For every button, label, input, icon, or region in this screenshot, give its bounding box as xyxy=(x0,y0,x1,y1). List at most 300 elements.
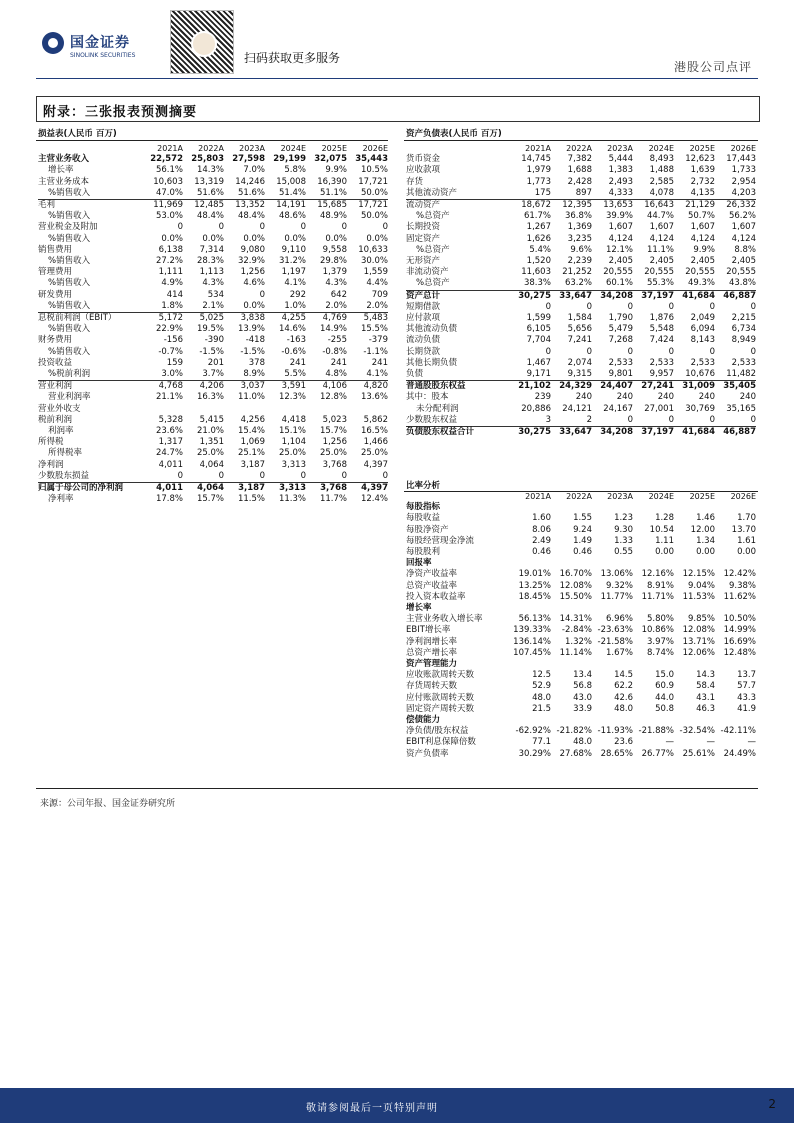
qr-caption: 扫码获取更多服务 xyxy=(244,51,341,65)
balance-top-rule xyxy=(404,140,758,141)
value-cell: 1,639 xyxy=(690,165,715,176)
section-title-bar xyxy=(36,96,760,122)
table-row xyxy=(38,426,388,437)
table-row xyxy=(406,245,756,256)
value-cell: 15.0 xyxy=(655,670,674,681)
value-cell: 2,533 xyxy=(690,357,715,368)
value-cell: 31,009 xyxy=(674,381,715,393)
value-cell: 1.23 xyxy=(614,513,633,524)
value-cell: 4.8% xyxy=(325,369,347,380)
value-cell: 0.00 xyxy=(655,547,674,558)
value-cell: 48.4% xyxy=(237,211,265,222)
balance-table xyxy=(406,143,756,438)
value-cell: 1,467 xyxy=(526,357,551,368)
row-label: 负债股东权益合计 xyxy=(406,427,510,439)
value-cell: 0 xyxy=(668,346,674,357)
value-cell: 0.0% xyxy=(284,233,306,244)
report-type: 港股公司点评 xyxy=(673,60,752,74)
row-label: 归属于母公司的净利润 xyxy=(38,483,142,495)
value-cell: 35,443 xyxy=(355,154,388,165)
row-label: 投资收益 xyxy=(38,357,73,368)
value-cell: 12.4% xyxy=(360,494,388,505)
table-row xyxy=(38,290,388,301)
value-cell xyxy=(265,404,306,415)
row-label: %总资产 xyxy=(416,278,450,289)
value-cell: 36.8% xyxy=(564,211,592,222)
qr-center-icon xyxy=(191,31,217,57)
value-cell: 1.60 xyxy=(532,513,551,524)
value-cell: 0 xyxy=(586,346,592,357)
value-cell: 6,094 xyxy=(690,324,715,335)
row-label: 应收账款周转天数 xyxy=(406,670,475,681)
value-cell: 3,037 xyxy=(224,381,265,393)
value-cell: 25.0% xyxy=(360,448,388,459)
table-header-row xyxy=(406,491,756,502)
value-cell xyxy=(510,603,551,614)
table-row xyxy=(406,154,756,165)
value-cell: 1,369 xyxy=(567,222,592,233)
value-cell: -42.11% xyxy=(720,726,756,737)
disclaimer-link[interactable]: 敬请参阅最后一页特别声明 xyxy=(306,1103,438,1114)
value-cell: 11.5% xyxy=(237,494,265,505)
value-cell: 1.34 xyxy=(696,535,715,546)
value-cell: 4,256 xyxy=(240,414,265,425)
value-cell: 2,239 xyxy=(567,256,592,267)
value-cell: 28.65% xyxy=(600,748,633,759)
value-cell: 43.3 xyxy=(737,692,756,703)
value-cell: 4,124 xyxy=(731,233,756,244)
value-cell: -32.54% xyxy=(679,726,715,737)
year-header: 2023A xyxy=(239,144,265,153)
table-row xyxy=(406,726,756,737)
value-cell: 18.45% xyxy=(518,591,551,602)
value-cell: 25.0% xyxy=(196,448,224,459)
year-header: 2024E xyxy=(280,144,306,153)
value-cell: 4,064 xyxy=(183,483,224,495)
table-row xyxy=(406,165,756,176)
value-cell: 1,584 xyxy=(567,313,592,324)
value-cell: 1,559 xyxy=(363,267,388,278)
value-cell: 48.0 xyxy=(573,737,592,748)
year-header: 2025E xyxy=(689,492,715,501)
value-cell: 13.25% xyxy=(518,580,551,591)
value-cell: 12,485 xyxy=(183,200,224,212)
table-row xyxy=(406,502,756,513)
logo-text-en: SINOLINK SECURITIES xyxy=(70,52,136,59)
value-cell xyxy=(510,502,551,513)
value-cell: 10,676 xyxy=(685,369,715,380)
value-cell xyxy=(674,659,715,670)
value-cell: -156 xyxy=(163,335,183,346)
value-cell: 642 xyxy=(330,289,347,300)
value-cell: 4,203 xyxy=(731,187,756,198)
value-cell: 17.8% xyxy=(155,494,183,505)
value-cell: -21.88% xyxy=(638,726,674,737)
value-cell: 24.7% xyxy=(155,448,183,459)
value-cell: 4.4% xyxy=(366,278,388,289)
year-header: 2021A xyxy=(525,492,551,501)
table-row xyxy=(38,234,388,245)
value-cell: 14.6% xyxy=(278,324,306,335)
value-cell: 2,405 xyxy=(731,256,756,267)
row-label: 少数股东权益 xyxy=(406,414,458,425)
value-cell: 15.5% xyxy=(360,324,388,335)
value-cell: 46,887 xyxy=(715,290,756,302)
table-row xyxy=(406,681,756,692)
table-row xyxy=(38,460,388,471)
value-cell: 15.4% xyxy=(237,426,265,437)
value-cell: 8.74% xyxy=(646,647,674,658)
table-row xyxy=(406,177,756,188)
value-cell: 48.0 xyxy=(532,692,551,703)
value-cell xyxy=(715,558,756,569)
row-label: %总资产 xyxy=(416,211,450,222)
value-cell: 0.00 xyxy=(696,547,715,558)
value-cell: 1,520 xyxy=(526,256,551,267)
table-row xyxy=(406,693,756,704)
table-row xyxy=(38,448,388,459)
value-cell: 28.3% xyxy=(196,256,224,267)
value-cell: 4,124 xyxy=(690,233,715,244)
value-cell: 0 xyxy=(341,470,347,481)
value-cell: 33,647 xyxy=(551,290,592,302)
value-cell: 0 xyxy=(341,222,347,233)
value-cell: 5,328 xyxy=(158,414,183,425)
value-cell: -2.84% xyxy=(561,625,592,636)
table-row xyxy=(406,715,756,726)
value-cell: 2,533 xyxy=(731,357,756,368)
value-cell: 1,069 xyxy=(240,437,265,448)
value-cell: 9.32% xyxy=(605,580,633,591)
value-cell: 5.4% xyxy=(529,244,551,255)
value-cell: 1.70 xyxy=(737,513,756,524)
value-cell: -1.5% xyxy=(199,346,224,357)
value-cell: 0.0% xyxy=(366,233,388,244)
value-cell: 39.9% xyxy=(605,211,633,222)
value-cell: 20,555 xyxy=(685,267,715,278)
table-row xyxy=(406,569,756,580)
value-cell: 5,025 xyxy=(183,313,224,325)
value-cell: 13,352 xyxy=(224,200,265,212)
value-cell: -390 xyxy=(204,335,224,346)
value-cell: -21.82% xyxy=(556,726,592,737)
year-header: 2026E xyxy=(362,144,388,153)
value-cell: 48.4% xyxy=(196,211,224,222)
income-top-rule xyxy=(36,140,388,141)
row-label: 其中：股本 xyxy=(406,392,449,403)
value-cell: 14,246 xyxy=(235,176,265,187)
value-cell: 16.5% xyxy=(360,426,388,437)
table-header-row xyxy=(38,143,388,154)
value-cell: 4.9% xyxy=(161,278,183,289)
value-cell: 0 xyxy=(300,470,306,481)
row-label: %销售收入 xyxy=(48,346,91,357)
value-cell: 9.38% xyxy=(728,580,756,591)
value-cell: 8.9% xyxy=(243,369,265,380)
table-row xyxy=(38,483,388,495)
value-cell: 3,313 xyxy=(281,459,306,470)
value-cell: 63.2% xyxy=(564,278,592,289)
value-cell: -0.8% xyxy=(322,346,347,357)
value-cell: 27,241 xyxy=(633,381,674,393)
value-cell: 3,187 xyxy=(240,459,265,470)
value-cell: 240 xyxy=(575,392,592,403)
row-label: %销售收入 xyxy=(48,300,91,311)
table-row xyxy=(406,188,756,200)
table-row xyxy=(406,648,756,659)
value-cell: 11,969 xyxy=(142,200,183,212)
row-label: 净利润 xyxy=(38,459,64,470)
value-cell: -1.1% xyxy=(363,346,388,357)
value-cell: 1,626 xyxy=(526,233,551,244)
value-cell: 41.9 xyxy=(737,703,756,714)
value-cell: 11.3% xyxy=(278,494,306,505)
value-cell: 16.3% xyxy=(196,392,224,403)
value-cell: 414 xyxy=(166,289,183,300)
row-label: 普通股股东权益 xyxy=(406,381,510,393)
value-cell: 1,979 xyxy=(526,165,551,176)
year-header: 2021A xyxy=(525,144,551,153)
table-row xyxy=(406,358,756,369)
row-label: 每股股利 xyxy=(406,547,441,558)
value-cell: 16,643 xyxy=(633,200,674,212)
value-cell: 13.70 xyxy=(731,524,756,535)
value-cell: 19.5% xyxy=(196,324,224,335)
value-cell: 15,685 xyxy=(306,200,347,212)
value-cell: 22.9% xyxy=(155,324,183,335)
table-row xyxy=(406,404,756,415)
table-row xyxy=(38,369,388,381)
value-cell: 201 xyxy=(207,357,224,368)
value-cell: 1,607 xyxy=(690,222,715,233)
row-label: %总资产 xyxy=(416,244,450,255)
value-cell: 8,949 xyxy=(731,335,756,346)
table-row xyxy=(38,245,388,256)
value-cell: 0.55 xyxy=(614,547,633,558)
qr-code[interactable] xyxy=(170,10,234,74)
value-cell: 4,011 xyxy=(158,459,183,470)
value-cell: 51.6% xyxy=(196,187,224,198)
value-cell: 16.69% xyxy=(723,636,756,647)
value-cell: 38.3% xyxy=(523,278,551,289)
table-row xyxy=(406,381,756,393)
value-cell: 0 xyxy=(627,414,633,425)
value-cell: 21,102 xyxy=(510,381,551,393)
value-cell: 11.71% xyxy=(641,591,674,602)
row-label: 营业外收支 xyxy=(38,403,81,414)
table-row xyxy=(38,437,388,448)
row-label: 主营业务收入 xyxy=(38,154,90,165)
row-label: 每股收益 xyxy=(406,513,441,524)
value-cell: 22,572 xyxy=(150,154,183,165)
table-row xyxy=(406,592,756,603)
value-cell: 0 xyxy=(709,414,715,425)
value-cell: 48.6% xyxy=(278,211,306,222)
logo-text-cn: 国金证券 xyxy=(70,35,130,51)
value-cell xyxy=(633,659,674,670)
row-label: EBIT利息保障倍数 xyxy=(406,737,476,748)
value-cell: 4,397 xyxy=(347,483,388,495)
value-cell: 1,197 xyxy=(281,267,306,278)
value-cell: 3,768 xyxy=(322,459,347,470)
table-row xyxy=(406,670,756,681)
value-cell: 11.7% xyxy=(319,494,347,505)
header-label-cell xyxy=(406,143,510,154)
value-cell: -11.93% xyxy=(597,726,633,737)
table-row xyxy=(38,256,388,267)
value-cell: 25.0% xyxy=(319,448,347,459)
value-cell: 21.5 xyxy=(532,703,551,714)
value-cell: 9.04% xyxy=(687,580,715,591)
table-row xyxy=(406,302,756,313)
value-cell: 8.06 xyxy=(532,524,551,535)
table-row xyxy=(38,222,388,233)
table-row xyxy=(406,581,756,592)
table-row xyxy=(406,278,756,290)
value-cell: 4.6% xyxy=(243,278,265,289)
value-cell: 709 xyxy=(371,289,388,300)
value-cell: 5,479 xyxy=(608,324,633,335)
table-row xyxy=(406,324,756,335)
value-cell xyxy=(674,603,715,614)
value-cell: 53.0% xyxy=(155,211,183,222)
value-cell: 0 xyxy=(177,470,183,481)
year-header: 2023A xyxy=(607,492,633,501)
section-title: 附录：三张报表预测摘要 xyxy=(43,105,198,120)
value-cell: 9,080 xyxy=(240,244,265,255)
balance-title: 资产负债表(人民币 百万) xyxy=(406,129,502,139)
value-cell: 241 xyxy=(289,357,306,368)
value-cell: 23.6 xyxy=(614,737,633,748)
row-label: 资产管理能力 xyxy=(406,659,458,670)
value-cell: 33,647 xyxy=(551,427,592,439)
value-cell: 43.8% xyxy=(728,278,756,289)
year-header: 2022A xyxy=(198,144,224,153)
value-cell: 7,424 xyxy=(649,335,674,346)
value-cell: 13.9% xyxy=(237,324,265,335)
value-cell: 12,623 xyxy=(685,154,715,165)
value-cell: 43.0 xyxy=(573,692,592,703)
value-cell: 61.7% xyxy=(523,211,551,222)
value-cell: 0 xyxy=(750,301,756,312)
value-cell: 5.80% xyxy=(646,614,674,625)
value-cell xyxy=(224,404,265,415)
value-cell: 23.6% xyxy=(155,426,183,437)
row-label: 应付款项 xyxy=(406,313,441,324)
value-cell: 14.31% xyxy=(559,614,592,625)
value-cell: 2,405 xyxy=(608,256,633,267)
value-cell: 10.5% xyxy=(360,165,388,176)
value-cell: 1,688 xyxy=(567,165,592,176)
value-cell: 7,241 xyxy=(567,335,592,346)
table-row xyxy=(406,347,756,358)
value-cell: 5,415 xyxy=(199,414,224,425)
value-cell: 41,684 xyxy=(674,427,715,439)
value-cell: 48.0 xyxy=(614,703,633,714)
value-cell: 239 xyxy=(534,392,551,403)
value-cell xyxy=(592,603,633,614)
year-header: 2023A xyxy=(607,144,633,153)
value-cell: 1,317 xyxy=(158,437,183,448)
value-cell: 0 xyxy=(177,222,183,233)
value-cell: 6,105 xyxy=(526,324,551,335)
row-label: %销售收入 xyxy=(48,187,91,198)
value-cell xyxy=(347,404,388,415)
value-cell: 21.0% xyxy=(196,426,224,437)
row-label: 应付账款周转天数 xyxy=(406,692,475,703)
value-cell: 0 xyxy=(300,222,306,233)
value-cell: 3,235 xyxy=(567,233,592,244)
value-cell: 8,143 xyxy=(690,335,715,346)
row-label: 长期贷款 xyxy=(406,346,441,357)
table-row xyxy=(406,547,756,558)
row-label: 非流动资产 xyxy=(406,267,449,278)
value-cell: 13.71% xyxy=(682,636,715,647)
value-cell: 5,548 xyxy=(649,324,674,335)
row-label: 研发费用 xyxy=(38,289,73,300)
value-cell: 10.86% xyxy=(641,625,674,636)
value-cell xyxy=(674,715,715,726)
row-label: %税前利润 xyxy=(48,369,91,380)
table-row xyxy=(406,200,756,212)
year-header: 2025E xyxy=(321,144,347,153)
value-cell: 13.7 xyxy=(737,670,756,681)
table-row xyxy=(38,347,388,358)
row-label: 息税前利润（EBIT） xyxy=(38,313,142,325)
value-cell: 34,208 xyxy=(592,290,633,302)
row-label: 固定资产周转天数 xyxy=(406,703,475,714)
row-label: 资产负债率 xyxy=(406,748,449,759)
value-cell: 1,790 xyxy=(608,313,633,324)
table-row xyxy=(38,392,388,403)
value-cell: 9.9% xyxy=(693,244,715,255)
row-label: 增长率 xyxy=(48,165,74,176)
value-cell: 13,319 xyxy=(194,176,224,187)
value-cell xyxy=(551,659,592,670)
value-cell: 4.3% xyxy=(325,278,347,289)
value-cell: 17,721 xyxy=(358,176,388,187)
value-cell: 15,008 xyxy=(276,176,306,187)
bottom-rule xyxy=(36,788,758,789)
value-cell: 5,172 xyxy=(142,313,183,325)
value-cell: 13.4 xyxy=(573,670,592,681)
value-cell: -62.92% xyxy=(515,726,551,737)
value-cell: 20,555 xyxy=(603,267,633,278)
value-cell: 5.8% xyxy=(284,165,306,176)
row-label: 流动资产 xyxy=(406,200,510,212)
value-cell: 20,555 xyxy=(644,267,674,278)
value-cell: 30,275 xyxy=(510,290,551,302)
row-label: %销售收入 xyxy=(48,278,91,289)
value-cell: -255 xyxy=(327,335,347,346)
value-cell: 0 xyxy=(750,414,756,425)
value-cell: 4,124 xyxy=(608,233,633,244)
row-label: 净负债/股东权益 xyxy=(406,726,469,737)
value-cell xyxy=(633,715,674,726)
value-cell: 9.9% xyxy=(325,165,347,176)
value-cell: 1,383 xyxy=(608,165,633,176)
value-cell: 3,591 xyxy=(265,381,306,393)
value-cell: 30.0% xyxy=(360,256,388,267)
value-cell: 46,887 xyxy=(715,427,756,439)
value-cell: 2,074 xyxy=(567,357,592,368)
table-row xyxy=(406,614,756,625)
value-cell: 2.0% xyxy=(325,300,347,311)
value-cell: 6.96% xyxy=(605,614,633,625)
value-cell: — xyxy=(706,737,715,748)
table-row xyxy=(406,392,756,403)
value-cell: 14.3 xyxy=(696,670,715,681)
